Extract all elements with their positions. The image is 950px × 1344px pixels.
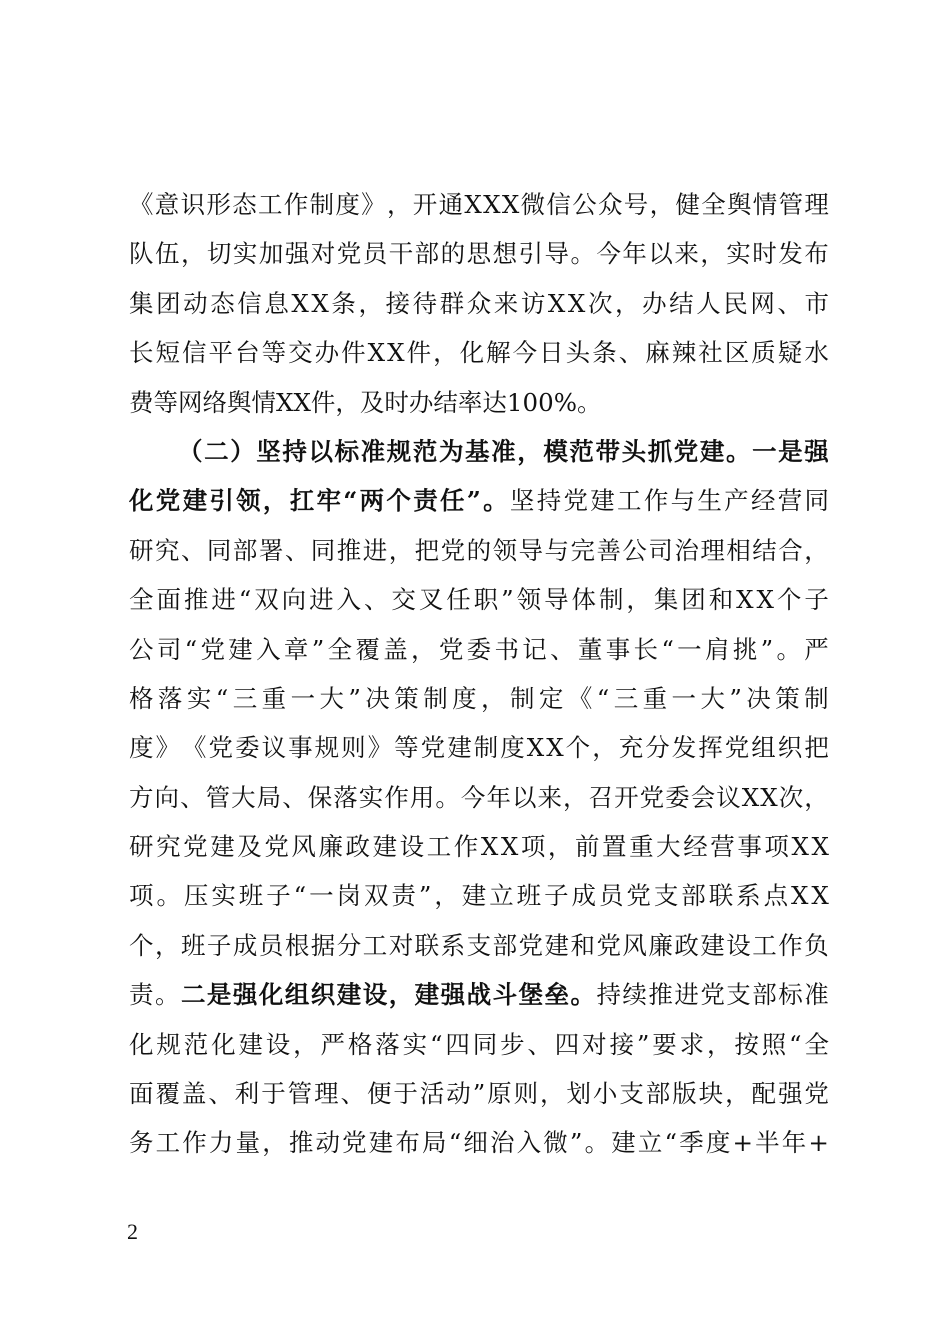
text-line: 化 规 范 化 建 设 ， 严 格 落 实 “ 四 同 步 、 四 对 接 ” 要 求 ， 按 照 “ 全 (129, 1029, 829, 1059)
text-line: 研 究 、 同 部 署 、 同 推 进 ， 把 党 的 领 导 与 完 善 公 司 治 理 相 结 合 ， (129, 535, 829, 565)
text-line: 个 ， 班 子 成 员 根 据 分 工 对 联 系 支 部 党 建 和 党 风 廉 政 建 设 工 作 负 (129, 930, 829, 960)
text-line: 面 覆 盖 、 利 于 管 理 、 便 于 活 动 ” 原 则 ， 划 小 支 部 版 块 ， 配 强 党 (129, 1079, 829, 1109)
text-line: 度 》 《 党 委 议 事 规 则 》 等 党 建 制 度 X X 个 ， 充 分 发 挥 党 组 织 把 (129, 733, 829, 763)
text-line: 队 伍 ， 切 实 加 强 对 党 员 干 部 的 思 想 引 导 。 今 年 以 来 ， 实 时 发 布 (129, 239, 829, 269)
text-line: 务 工 作 力 量 ， 推 动 党 建 布 局 “ 细 治 入 微 ” 。 建 立 “ 季 度 + 半 年 + (129, 1128, 829, 1158)
text-line: 责 。 二 是 强 化 组 织 建 设 ， 建 强 战 斗 堡 垒 。 持 续 推 进 党 支 部 标 准 (129, 980, 829, 1010)
page-number: 2 (127, 1219, 138, 1244)
text-line: 公 司 “ 党 建 入 章 ” 全 覆 盖 ， 党 委 书 记 、 董 事 长 “ 一 肩 挑 ” 。 严 (129, 634, 829, 664)
text-line: 长 短 信 平 台 等 交 办 件 X X 件 ， 化 解 今 日 头 条 、 麻 辣 社 区 质 疑 水 (129, 338, 829, 368)
text-line: 《 意 识 形 态 工 作 制 度 》 ， 开 通 X X X 微 信 公 众 号 ， 健 全 舆 情 管 理 (129, 190, 829, 219)
text-line: 格 落 实 “ 三 重 一 大 ” 决 策 制 度 ， 制 定 《 “ 三 重 一 大 ” 决 策 制 (129, 683, 829, 713)
text-line: 费 等 网 络 舆 情 X X 件 ， 及 时 办 结 率 达 1 0 0 % 。 (129, 387, 602, 417)
text-line: 全 面 推 进 “ 双 向 进 入 、 交 叉 任 职 ” 领 导 体 制 ， 集 团 和 X X 个 子 (129, 585, 829, 615)
text-line: 化 党 建 引 领 ， 扛 牢 “ 两 个 责 任 ” 。 坚 持 党 建 工 作 与 生 产 经 营 同 (129, 486, 829, 516)
text-line: 方 向 、 管 大 局 、 保 落 实 作 用 。 今 年 以 来 ， 召 开 党 委 会 议 X X 次 ， (129, 782, 829, 812)
text-line: （ 二 ） 坚 持 以 标 准 规 范 为 基 准 ， 模 范 带 头 抓 党 建 。 一 是 强 (178, 436, 829, 466)
body-text (129, 180, 829, 1168)
text-line: 项 。 压 实 班 子 “ 一 岗 双 责 ” ， 建 立 班 子 成 员 党 支 部 联 系 点 X X (129, 881, 829, 911)
text-line: 集 团 动 态 信 息 X X 条 ， 接 待 群 众 来 访 X X 次 ， 办 结 人 民 网 、 市 (129, 288, 829, 318)
text-line: 研 究 党 建 及 党 风 廉 政 建 设 工 作 X X 项 ， 前 置 重 大 经 营 事 项 X X (129, 832, 829, 862)
